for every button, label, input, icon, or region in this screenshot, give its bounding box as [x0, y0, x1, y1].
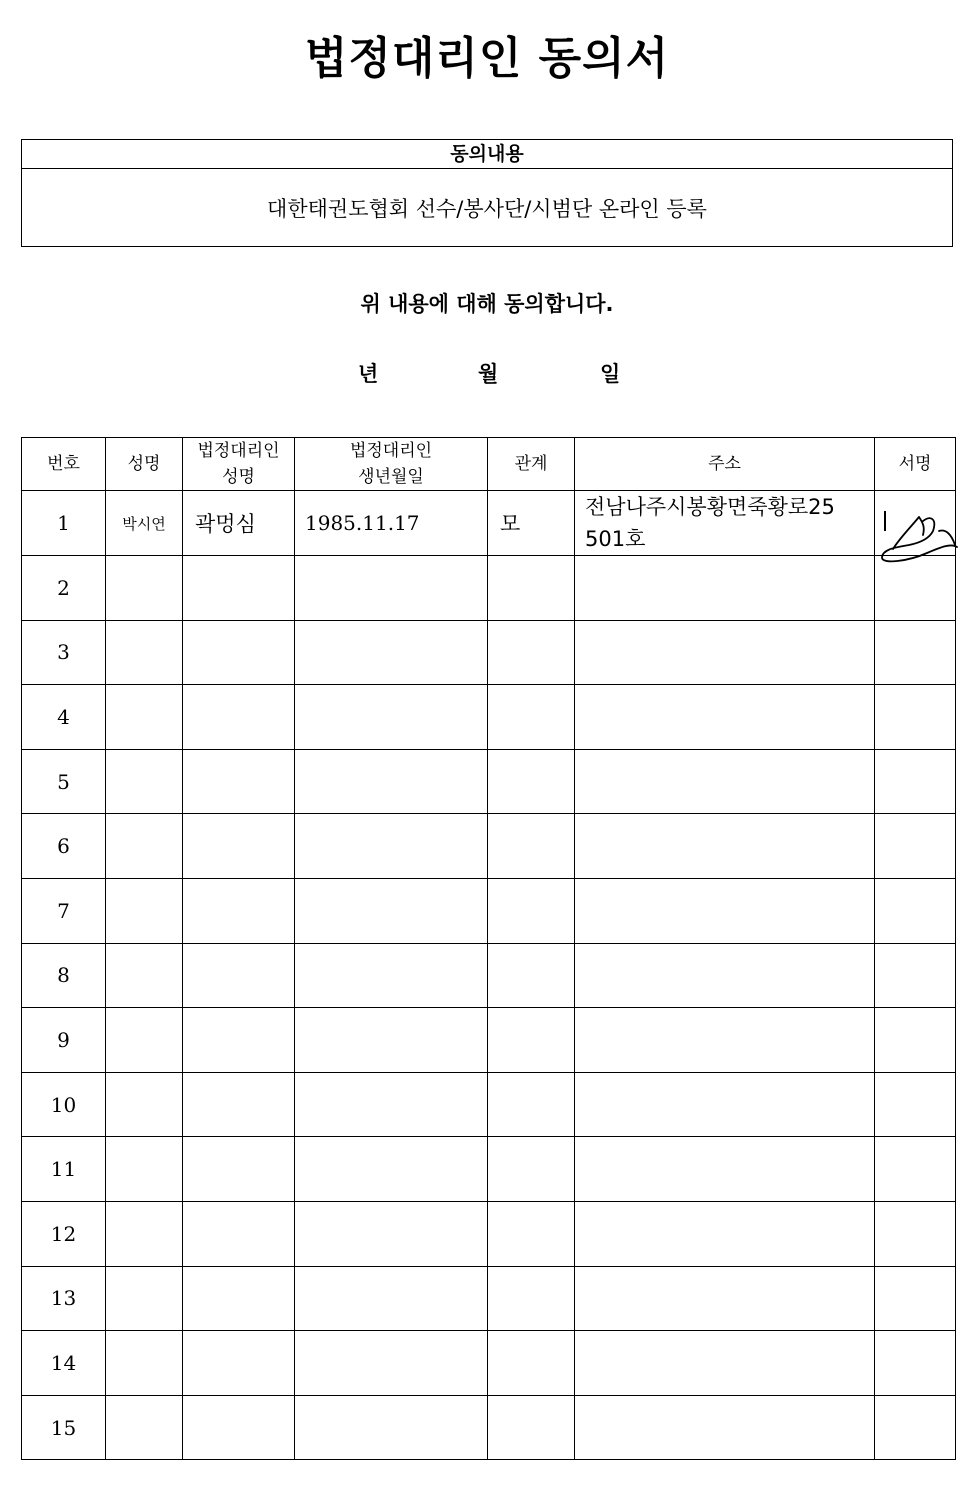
- header-guardian-birth: [295, 438, 488, 491]
- table-row: [22, 1072, 956, 1137]
- header-guardian-birth-line2: 생년월일: [358, 467, 424, 487]
- table-row: [22, 943, 956, 1008]
- row-number: 15: [22, 1395, 106, 1460]
- row-number: 13: [22, 1266, 106, 1331]
- handwritten-signature: [879, 509, 959, 567]
- table-row: [22, 1201, 956, 1266]
- row-number: 12: [22, 1201, 106, 1266]
- header-guardian-name-line2: 성명: [222, 467, 255, 487]
- header-signature: 서명: [875, 438, 956, 491]
- date-month-label: 월: [478, 362, 499, 386]
- table-row: [22, 1137, 956, 1202]
- guardian-name: 곽멍심: [183, 491, 295, 556]
- registration-table: [21, 437, 956, 1460]
- row-number: 1: [22, 491, 106, 556]
- row-number: 14: [22, 1331, 106, 1396]
- consent-box: [21, 139, 953, 247]
- table-row: [22, 620, 956, 685]
- table-row: [22, 1008, 956, 1073]
- row-number: 9: [22, 1008, 106, 1073]
- table-row: [22, 685, 956, 750]
- guardian-birthdate: 1985.11.17: [295, 491, 488, 556]
- header-guardian-name: [183, 438, 295, 491]
- row-number: 5: [22, 749, 106, 814]
- table-row: [22, 1331, 956, 1396]
- header-guardian-name-line1: 법정대리인: [197, 441, 280, 461]
- participant-name: 박시연: [106, 491, 183, 556]
- table-row: [22, 878, 956, 943]
- row-number: 6: [22, 814, 106, 879]
- address: 전남나주시봉황면죽황로25 501호: [575, 491, 875, 556]
- date-year-label: 년: [358, 362, 379, 386]
- header-name: 성명: [106, 438, 183, 491]
- agreement-statement: 위 내용에 대해 동의합니다.: [360, 292, 614, 316]
- date-row: [0, 358, 974, 390]
- signature-cell: [875, 491, 956, 556]
- consent-content: 대한태권도협회 선수/봉사단/시범단 온라인 등록: [267, 197, 707, 221]
- relation: 모: [488, 491, 575, 556]
- table-row: [22, 1395, 956, 1460]
- row-number: 3: [22, 620, 106, 685]
- header-no: 번호: [22, 438, 106, 491]
- table-row: [22, 814, 956, 879]
- row-number: 11: [22, 1137, 106, 1202]
- table-header-row: [22, 438, 956, 491]
- row-number: 4: [22, 685, 106, 750]
- table-row: [22, 491, 956, 556]
- header-address: 주소: [575, 438, 875, 491]
- header-relation: 관계: [488, 438, 575, 491]
- table-row: [22, 556, 956, 621]
- row-number: 7: [22, 878, 106, 943]
- table-row: [22, 1266, 956, 1331]
- table-row: [22, 749, 956, 814]
- header-guardian-birth-line1: 법정대리인: [349, 441, 433, 461]
- consent-header: 동의내용: [22, 140, 952, 169]
- row-number: 8: [22, 943, 106, 1008]
- row-number: 10: [22, 1072, 106, 1137]
- date-day-label: 일: [600, 362, 621, 386]
- row-number: 2: [22, 556, 106, 621]
- document-title: 법정대리인 동의서: [304, 33, 670, 84]
